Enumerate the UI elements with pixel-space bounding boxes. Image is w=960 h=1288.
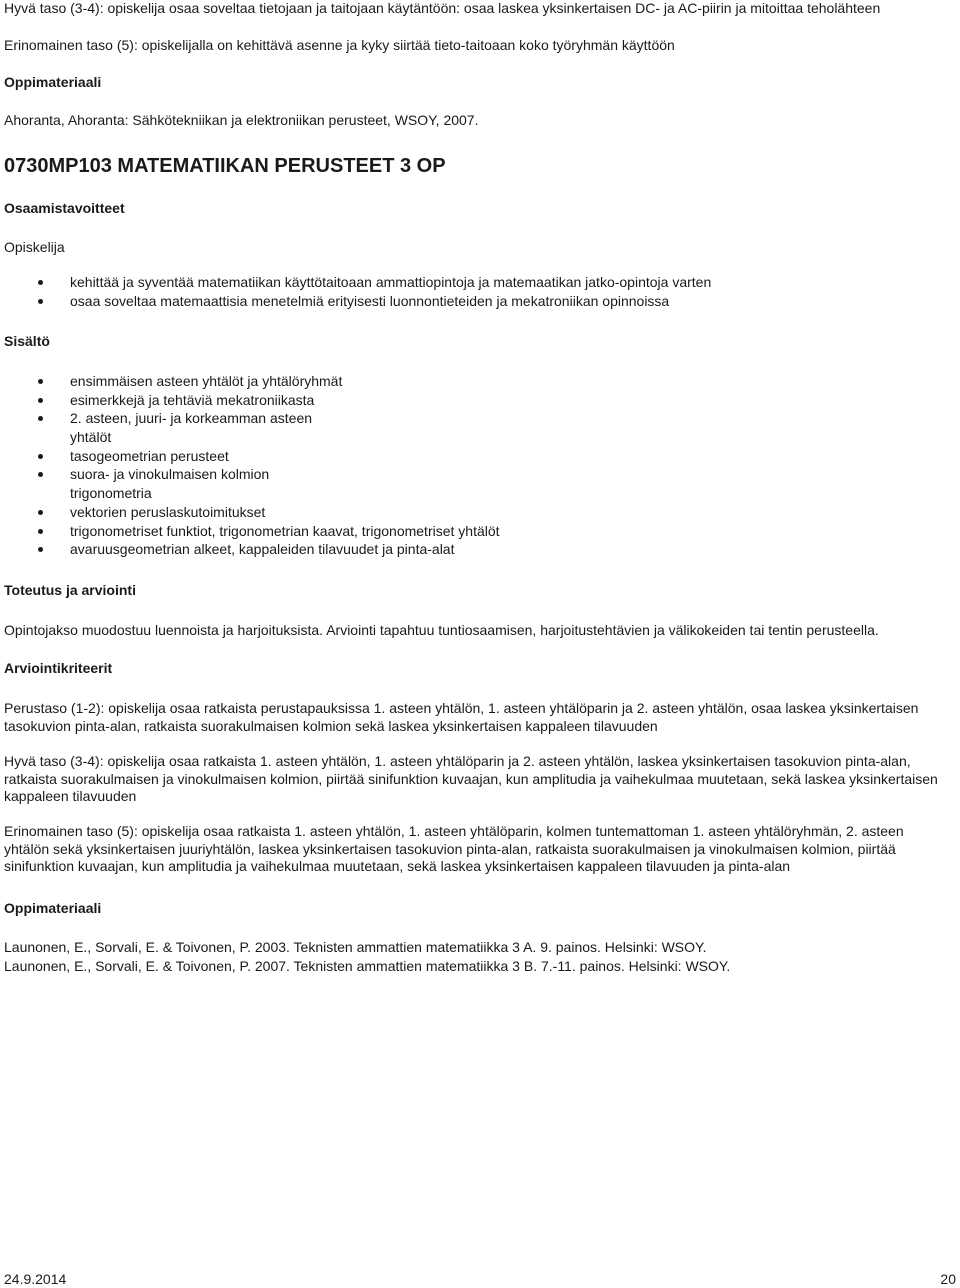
student-label: Opiskelija <box>4 239 65 255</box>
bullet-icon <box>38 416 43 421</box>
reference-item: Launonen, E., Sorvali, E. & Toivonen, P. 2007. Teknisten ammattien matematiikka 3 B. 7.-11. painos. Helsinki: WSOY. <box>4 958 731 974</box>
list-item: 2. asteen, juuri- ja korkeamman asteen <box>4 409 952 428</box>
criteria-excellent: Erinomainen taso (5): opiskelija osaa ratkaista 1. asteen yhtälön, 1. asteen yhtälöparin, kolmen tuntemattoman 1. asteen yhtälöryhmän, 2. asteen yhtälön sekä yksinkertaisen juuriyhtälön, laskea yksinkertaisen tasokuvion pinta-alan, ratkaista suorakulmaisen ja vinokulmaisen kolmion, piirtää sinifunktion kuvaajan, kun amplitudia ja vaihekulmaa muutetaan, sekä laskea yksinkertaisen kappaleen tilavuuden ja pinta-alan <box>4 823 904 874</box>
material-reference-previous: Ahoranta, Ahoranta: Sähkötekniikan ja elektroniikan perusteet, WSOY, 2007. <box>4 112 479 128</box>
bullet-icon <box>38 454 43 459</box>
list-item: esimerkkejä ja tehtäviä mekatroniikasta <box>4 391 952 410</box>
bullet-icon <box>38 547 43 552</box>
bullet-icon <box>38 379 43 384</box>
list-item: vektorien peruslaskutoimitukset <box>4 503 952 522</box>
list-item-continuation: yhtälöt <box>70 429 112 446</box>
grade-excellent-previous: Erinomainen taso (5): opiskelijalla on kehittävä asenne ja kyky siirtää tieto-taitoaan koko työryhmän käyttöön <box>4 37 675 53</box>
list-item: suora- ja vinokulmaisen kolmion <box>4 465 952 484</box>
bullet-icon <box>38 299 43 304</box>
bullet-icon <box>38 398 43 403</box>
bullet-icon <box>38 529 43 534</box>
section-heading-sisalto: Sisältö <box>4 333 50 349</box>
list-item-continuation: trigonometria <box>70 485 152 502</box>
list-item: ensimmäisen asteen yhtälöt ja yhtälöryhmät <box>4 372 952 391</box>
bullet-icon <box>38 280 43 285</box>
contents-list <box>4 372 952 559</box>
list-item: kehittää ja syventää matematiikan käyttötaitoaan ammattiopintoja ja matemaatikan jatko-opintoja varten <box>4 273 952 292</box>
bullet-icon <box>38 472 43 477</box>
section-heading-osaamistavoitteet: Osaamistavoitteet <box>4 200 125 216</box>
list-item: tasogeometrian perusteet <box>4 447 952 466</box>
criteria-good: Hyvä taso (3-4): opiskelija osaa ratkaista 1. asteen yhtälön, 1. asteen yhtälöparin ja 2. asteen yhtälön, laskea yksinkertaisen tasokuvion pinta-alan, ratkaista suorakulmaisen ja vinokulmaisen kolmion, piirtää sinifunktion kuvaajan, kun amplitudia ja vaihekulmaa muutetaan, sekä laskea yksinkertaisen kappaleen tilavuuden <box>4 753 938 804</box>
list-item: osaa soveltaa matemaattisia menetelmiä erityisesti luonnontieteiden ja mekatroniikan opinnoissa <box>4 292 952 311</box>
implementation-text: Opintojakso muodostuu luennoista ja harjoituksista. Arviointi tapahtuu tuntiosaamisen, harjoitustehtävien ja välikokeiden tai tentin perusteella. <box>4 622 879 638</box>
list-item: trigonometriset funktiot, trigonometrian kaavat, trigonometriset yhtälöt <box>4 522 952 541</box>
footer-page-number: 20 <box>940 1271 956 1287</box>
course-title: 0730MP103 MATEMATIIKAN PERUSTEET 3 OP <box>4 155 446 177</box>
reference-item: Launonen, E., Sorvali, E. & Toivonen, P. 2003. Teknisten ammattien matematiikka 3 A. 9. painos. Helsinki: WSOY. <box>4 939 707 955</box>
grade-good-previous: Hyvä taso (3-4): opiskelija osaa soveltaa tietojaan ja taitojaan käytäntöön: osaa laskea yksinkertaisen DC- ja AC-piirin ja mitoittaa teholähteen <box>4 0 881 16</box>
bullet-icon <box>38 510 43 515</box>
section-heading-oppimateriaali: Oppimateriaali <box>4 900 102 916</box>
section-heading-arviointikriteerit: Arviointikriteerit <box>4 660 113 676</box>
section-heading-toteutus: Toteutus ja arviointi <box>4 582 136 598</box>
criteria-basic: Perustaso (1-2): opiskelija osaa ratkaista perustapauksissa 1. asteen yhtälön, 1. asteen yhtälöparin ja 2. asteen yhtälön, osaa laskea yksinkertaisen tasokuvion pinta-alan, ratkaista suorakulmaisen kolmion sekä laskea yksinkertaisen kappaleen tilavuuden <box>4 700 919 734</box>
footer-date: 24.9.2014 <box>4 1271 67 1287</box>
learning-goals-list <box>4 273 952 310</box>
section-heading-oppimateriaali-previous: Oppimateriaali <box>4 74 102 90</box>
list-item: avaruusgeometrian alkeet, kappaleiden tilavuudet ja pinta-alat <box>4 540 952 559</box>
